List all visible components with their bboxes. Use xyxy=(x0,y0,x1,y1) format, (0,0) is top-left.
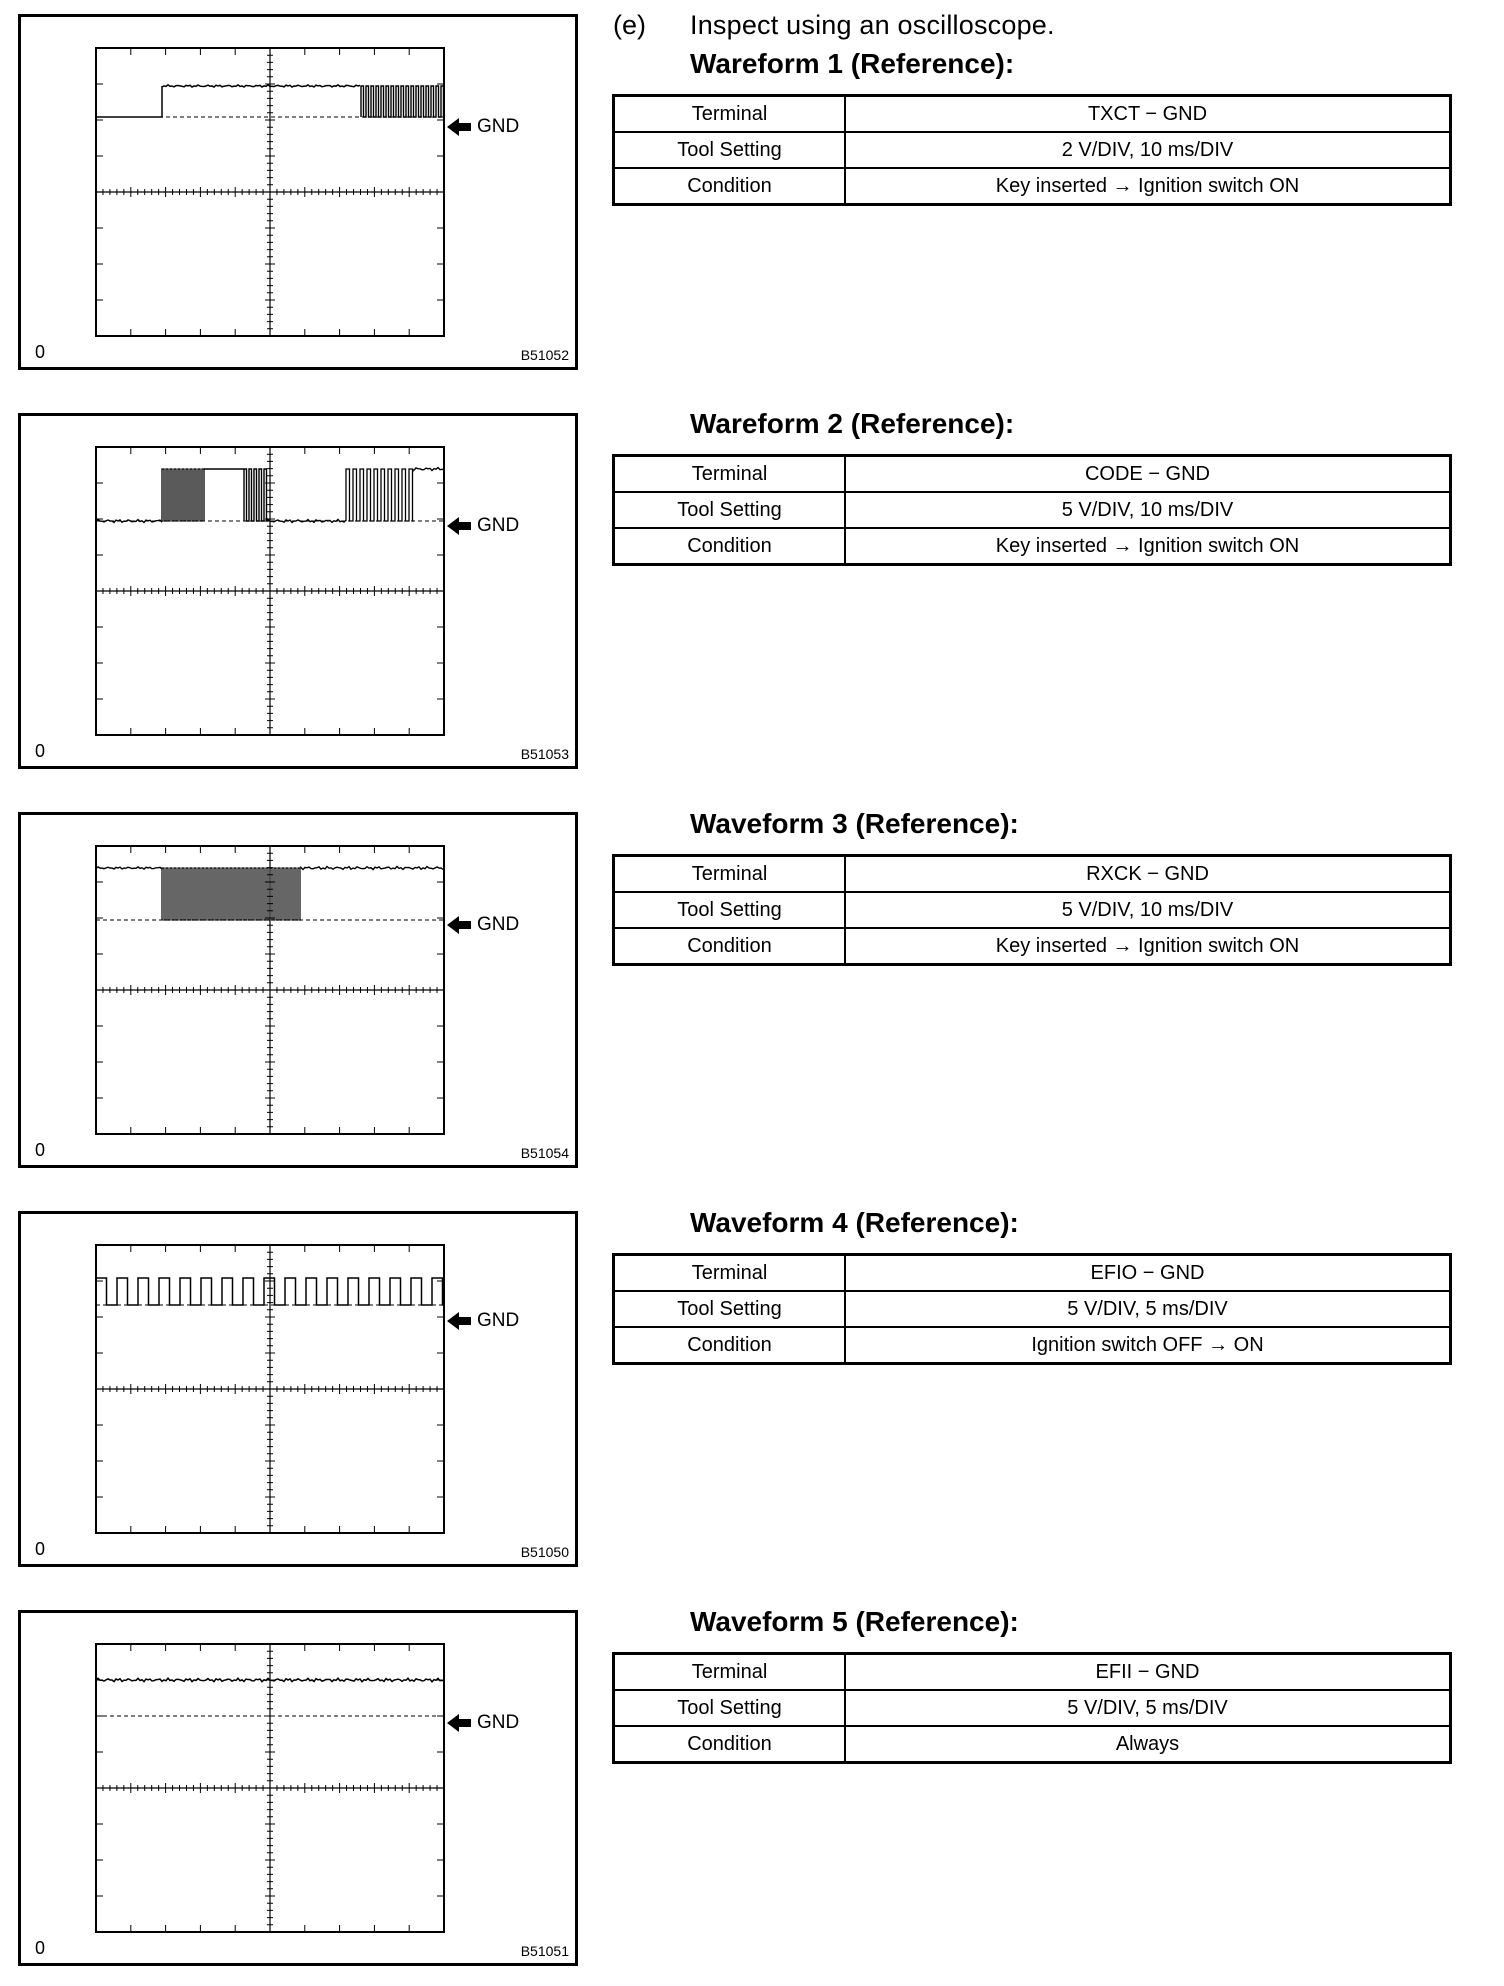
waveform-figure-1 xyxy=(18,14,578,370)
waveform-figure-2 xyxy=(18,413,578,769)
table-row xyxy=(614,928,1451,965)
row-key: Terminal xyxy=(614,856,846,893)
table-row xyxy=(614,1690,1451,1726)
waveform-heading: Waveform 5 (Reference): xyxy=(690,1606,1019,1637)
gnd-label: GND xyxy=(477,515,520,536)
row-key: Terminal xyxy=(614,1654,846,1691)
waveform-figure-4 xyxy=(18,1211,578,1567)
row-value: 5 V/DIV, 5 ms/DIV xyxy=(845,1690,1451,1726)
waveform-heading: Waveform 4 (Reference): xyxy=(690,1207,1019,1238)
origin-label: 0 xyxy=(35,1539,46,1559)
origin-label: 0 xyxy=(35,342,46,362)
gnd-label: GND xyxy=(477,1310,520,1331)
waveform-trace xyxy=(96,85,360,117)
row-key: Tool Setting xyxy=(614,1291,846,1327)
table-row xyxy=(614,1654,1451,1691)
row-value: 5 V/DIV, 10 ms/DIV xyxy=(845,492,1451,528)
table-row xyxy=(614,528,1451,565)
gnd-marker xyxy=(447,913,519,937)
gnd-marker xyxy=(447,1309,519,1333)
table-row xyxy=(614,168,1451,205)
row-value: EFII − GND xyxy=(845,1654,1451,1691)
row-key: Tool Setting xyxy=(614,892,846,928)
gnd-marker xyxy=(447,514,519,538)
row-value: Key inserted → Ignition switch ON xyxy=(845,528,1451,565)
row-value: Always xyxy=(845,1726,1451,1763)
row-key: Tool Setting xyxy=(614,492,846,528)
row-value: Key inserted → Ignition switch ON xyxy=(845,168,1451,205)
waveform-trace xyxy=(301,866,443,869)
row-value: Key inserted → Ignition switch ON xyxy=(845,928,1451,965)
table-row xyxy=(614,1726,1451,1763)
table-row xyxy=(614,456,1451,493)
arrow-left-icon xyxy=(447,916,471,934)
figure-code: B51052 xyxy=(520,347,569,363)
row-value: TXCT − GND xyxy=(845,96,1451,133)
row-value: RXCK − GND xyxy=(845,856,1451,893)
spec-table xyxy=(612,94,1452,206)
spec-table xyxy=(612,854,1452,966)
row-value: CODE − GND xyxy=(845,456,1451,493)
table-row xyxy=(614,856,1451,893)
origin-label: 0 xyxy=(35,1938,46,1958)
waveform-figure-5 xyxy=(18,1610,578,1966)
figure-code: B51051 xyxy=(520,1943,569,1959)
spec-table xyxy=(612,1652,1452,1764)
row-key: Terminal xyxy=(614,1255,846,1292)
table-row xyxy=(614,1327,1451,1364)
table-row xyxy=(614,892,1451,928)
step-instruction: Inspect using an oscilloscope. xyxy=(690,10,1055,40)
row-value: 2 V/DIV, 10 ms/DIV xyxy=(845,132,1451,168)
arrow-left-icon xyxy=(447,1714,471,1732)
row-key: Condition xyxy=(614,928,846,965)
oscilloscope-screen xyxy=(21,1613,575,1963)
row-key: Condition xyxy=(614,528,846,565)
waveform-figure-3 xyxy=(18,812,578,1168)
table-row xyxy=(614,492,1451,528)
gnd-label: GND xyxy=(477,116,520,137)
waveform-trace xyxy=(414,468,444,471)
gnd-marker xyxy=(447,115,519,139)
figure-code: B51054 xyxy=(520,1145,569,1161)
row-value: 5 V/DIV, 5 ms/DIV xyxy=(845,1291,1451,1327)
gnd-label: GND xyxy=(477,1712,520,1733)
row-key: Tool Setting xyxy=(614,132,846,168)
waveform-burst xyxy=(162,469,204,521)
oscilloscope-screen xyxy=(21,815,575,1165)
oscilloscope-screen xyxy=(21,1214,575,1564)
arrow-left-icon xyxy=(447,1312,471,1330)
row-key: Condition xyxy=(614,168,846,205)
arrow-left-icon xyxy=(447,517,471,535)
arrow-left-icon xyxy=(447,118,471,136)
row-key: Condition xyxy=(614,1726,846,1763)
gnd-marker xyxy=(447,1711,519,1735)
waveform-heading: Waveform 3 (Reference): xyxy=(690,808,1019,839)
row-value: 5 V/DIV, 10 ms/DIV xyxy=(845,892,1451,928)
row-key: Terminal xyxy=(614,96,846,133)
origin-label: 0 xyxy=(35,741,46,761)
row-key: Condition xyxy=(614,1327,846,1364)
spec-table xyxy=(612,454,1452,566)
step-label: (e) xyxy=(613,10,646,40)
waveform-burst xyxy=(346,469,414,521)
waveform-burst xyxy=(361,86,444,117)
waveform-heading: Wareform 2 (Reference): xyxy=(690,408,1015,439)
table-row xyxy=(614,96,1451,133)
waveform-heading: Wareform 1 (Reference): xyxy=(690,48,1015,79)
figure-code: B51050 xyxy=(520,1544,569,1560)
spec-table xyxy=(612,1253,1452,1365)
waveform-trace xyxy=(204,469,346,522)
origin-label: 0 xyxy=(35,1140,46,1160)
row-key: Terminal xyxy=(614,456,846,493)
table-row xyxy=(614,1255,1451,1292)
table-row xyxy=(614,132,1451,168)
waveform-burst xyxy=(162,868,301,920)
waveform-trace xyxy=(96,867,162,869)
row-value: Ignition switch OFF → ON xyxy=(845,1327,1451,1364)
table-row xyxy=(614,1291,1451,1327)
oscilloscope-screen xyxy=(21,17,575,367)
row-key: Tool Setting xyxy=(614,1690,846,1726)
figure-code: B51053 xyxy=(520,746,569,762)
row-value: EFIO − GND xyxy=(845,1255,1451,1292)
oscilloscope-screen xyxy=(21,416,575,766)
gnd-label: GND xyxy=(477,914,520,935)
